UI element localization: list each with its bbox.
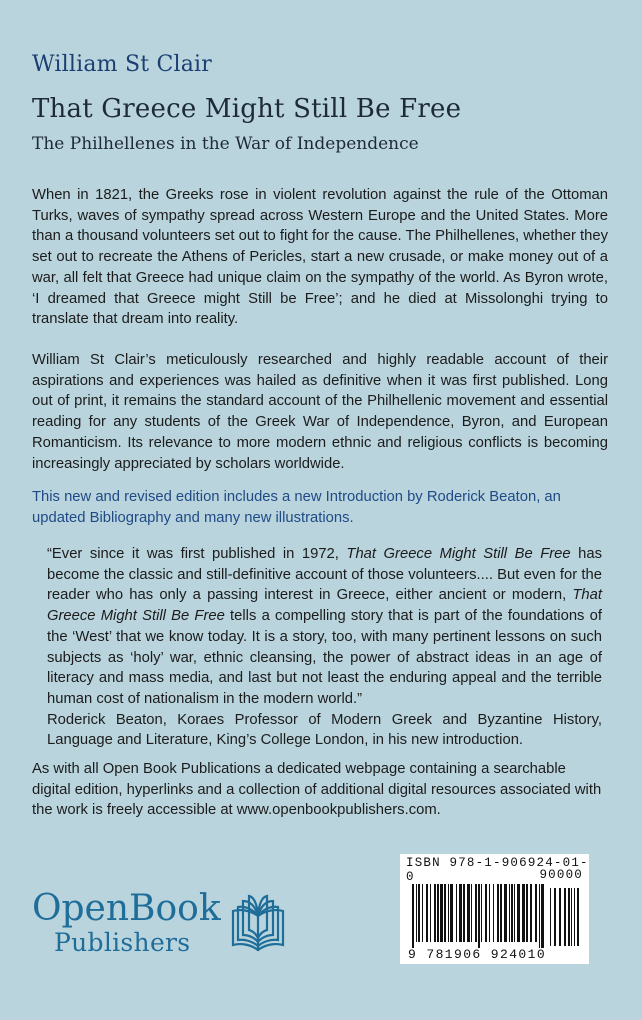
publisher-logo-line-1: OpenBook — [32, 888, 221, 929]
barcode-bar — [471, 884, 472, 942]
barcode-bar — [440, 884, 443, 942]
book-title: That Greece Might Still Be Free — [32, 94, 462, 124]
barcode-bar — [493, 884, 494, 942]
barcode-bar — [475, 884, 477, 942]
barcode-addon-bar — [564, 888, 566, 946]
barcode-bar — [463, 884, 465, 942]
book-subtitle: The Philhellenes in the War of Independence — [32, 134, 419, 154]
barcode-bar — [430, 884, 431, 942]
barcode-bar — [481, 884, 482, 942]
barcode-addon-bar — [550, 888, 551, 946]
barcode-bar — [426, 884, 428, 942]
isbn-barcode — [400, 854, 589, 964]
isbn-label: ISBN 978-1-906924-01-0 — [406, 856, 589, 884]
barcode-bar — [541, 884, 544, 948]
barcode-bar — [416, 884, 417, 942]
barcode-bar — [517, 884, 520, 942]
barcode-bar — [539, 884, 540, 948]
author-name: William St Clair — [32, 52, 212, 77]
barcode-bar — [526, 884, 528, 942]
barcode-bar — [485, 884, 487, 942]
barcode-bar — [450, 884, 453, 942]
barcode-bar — [530, 884, 532, 942]
barcode-bar — [412, 884, 414, 948]
barcode-bar — [448, 884, 449, 942]
quote-attribution: Roderick Beaton, Koraes Professor of Modern Greek and Byzantine History, Language and Literature, King’s College London, in his new introduction. — [47, 711, 602, 749]
barcode-bar — [422, 884, 423, 942]
barcode-bar — [500, 884, 502, 942]
review-quote — [47, 544, 602, 751]
barcode-addon-bar — [577, 888, 579, 946]
barcode-bar — [509, 884, 510, 942]
barcode-digits: 9 781906 924010 — [408, 947, 547, 962]
barcode-bar — [478, 884, 480, 948]
quote-title-italic-2: That Greece Might Still Be Free — [47, 587, 602, 625]
barcode-bar — [459, 884, 462, 942]
barcode-bar — [497, 884, 499, 942]
quote-text — [47, 544, 602, 710]
barcode-bar — [418, 884, 420, 942]
publisher-note — [32, 759, 608, 821]
quote-part-3: tells a compelling story that is part of the foundations of the ‘West’ that we know today. It is a story, too, with many pertinent lessons on such subjects as ‘holy’ war, ethnic cleansing, the power of abstract ideas in an age of literacy and mass media, and last but not least the enduring appeal and the terrible human cost of nationalism in the modern world.” — [47, 608, 602, 707]
quote-title-italic-1: That Greece Might Still Be Free — [346, 546, 571, 562]
barcode-bar — [504, 884, 507, 942]
quote-part-1: “Ever since it was first published in 1972, — [47, 546, 347, 562]
blurb-paragraph-2: William St Clair’s meticulously researched and highly readable account of their aspirations and experiences was hailed as definitive when it was first published. Long out of print, it remains the standard account of the Philhellenic movement and essential reading for any students of the Greek War of Independence, Byron, and European Romanticism. Its relevance to more modern ethnic and religious conflicts is becoming increasingly appreciated by scholars worldwide. — [32, 352, 608, 472]
edition-note: This new and revised edition includes a new Introduction by Roderick Beaton, an updated Bibliography and many new illustrations. — [32, 489, 561, 526]
barcode-bar — [434, 884, 436, 942]
open-book-icon — [230, 894, 286, 956]
barcode-bar — [444, 884, 446, 942]
barcode-addon-bar — [559, 888, 561, 946]
barcode-bar — [456, 884, 457, 942]
barcode-addon-bar — [554, 888, 556, 946]
barcode-bar — [522, 884, 525, 942]
price-code: 90000 — [539, 868, 583, 882]
barcode-bar — [467, 884, 470, 942]
barcode-bar — [514, 884, 515, 942]
blurb-paragraph-1: When in 1821, the Greeks rose in violent revolution against the rule of the Ottoman Turks, waves of sympathy spread across Western Europe and the United States. More than a thousand volunteers set out to fight for the cause. The Philhellenes, whether they set out to recreate the Athens of Pericles, start a new crusade, or make money out of a war, all felt that Greece had unique claim on the sympathy of the world. As Byron wrote, ‘I dreamed that Greece might Still be Free’; and he died at Missolonghi trying to translate that dream into reality. — [32, 187, 608, 328]
publisher-logo-line-2: Publishers — [54, 928, 191, 957]
barcode-bar — [535, 884, 537, 942]
quote-part-2: has become the classic and still-definitive account of those volunteers.... But even for the reader who has only a passing interest in Greece, either ancient or modern, — [47, 546, 602, 604]
barcode-addon-bar — [571, 888, 572, 946]
barcode-bar — [489, 884, 490, 942]
barcode-addon-bar — [574, 888, 575, 946]
barcode-bar — [511, 884, 513, 942]
barcode-bar — [437, 884, 439, 942]
barcode-addon-bar — [568, 888, 570, 946]
publisher-website-link[interactable]: www.openbookpublishers.com. — [236, 802, 441, 819]
publisher-note-text: As with all Open Book Publications a dedicated webpage containing a searchable digital edition, hyperlinks and a collection of additional digital resources associated with the work is freely accessible at — [32, 761, 602, 819]
